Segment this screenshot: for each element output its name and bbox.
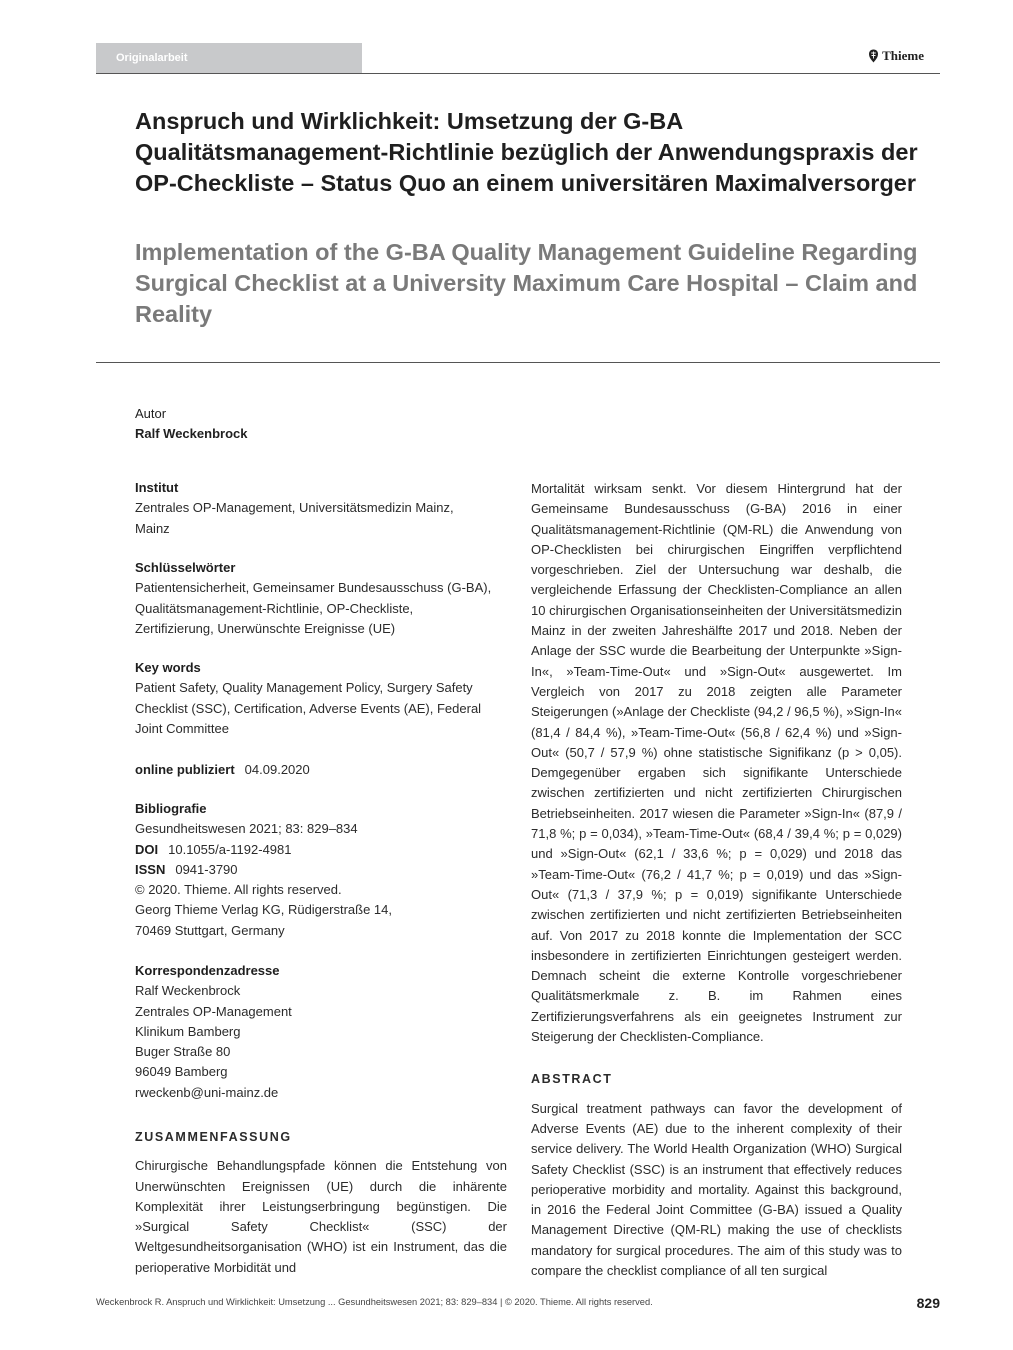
- publisher-logo: [868, 48, 924, 64]
- keywords-english-line: Joint Committee: [135, 720, 229, 736]
- institute-label: Institut: [135, 480, 179, 495]
- zusammenfassung-text-start: Chirurgische Behandlungspfade können die Entstehung von Unerwünschten Ereignissen (UE) durch die inhärente Komplexität ihrer Leistungserbringung begünstigen. Die »Surgical Safety Checklist« (SSC) der Weltgesundheitsorganisation (WHO) ist ein Instrument, das die perioperative Morbidität und: [135, 1158, 507, 1275]
- page-number: 829: [916, 1295, 940, 1311]
- keywords-english-block: [135, 658, 510, 739]
- bibliography-publisher-address: Georg Thieme Verlag KG, Rüdigerstraße 14,: [135, 902, 392, 918]
- bibliography-label: Bibliografie: [135, 801, 207, 816]
- zusammenfassung-text-continued: Mortalität wirksam senkt. Vor diesem Hintergrund hat der Gemeinsame Bundesausschuss (G-BA) 2016 in einer Qualitätsmanagement-Richtlinie (QM-RL) die Anwendung von OP-Checklisten bei chirurgischen Eingriffen verpflichtend vorgeschrieben. Ziel der Untersuchung war deshalb, die vergleichende Erfassung der Checklisten-Compliance an allen 10 chirurgischen Organisationseinheiten der Universitätsmedizin Mainz in der zweiten Jahreshälfte 2017 und 2018. Neben der Anlage der SSC wurde die Bearbeitung der Unterpunkte »Sign-In«, »Team-Time-Out« und »Sign-Out« ausgewertet. Im Vergleich von 2017 zu 2018 zeigten alle Parameter Steigerungen (»Anlage der Checkliste (94,2 / 96,5 %), »Sign-In« (81,4 / 84,4 %), »Team-Time-Out« (56,8 / 62,4 %) und »Sign-Out« (50,7 / 57,9 %) ohne statistische Signifikanz (p > 0,05). Demgegenüber ergaben sich signifikante Unterschiede zwischen zertifizierten und nicht zertifizierten Chirurgischen Betriebseinheiten. 2017 wiesen die Parameter »Sign-In« (87,9 / 71,8 %; p = 0,034), »Team-Time-Out« (68,4 / 39,4 %; p = 0,029) und »Sign-Out« (62,1 / 33,6 %; p = 0,029) und 2018 das »Team-Time-Out« (76,2 / 41,7 %; p = 0,019) und das »Sign-Out« (71,3 / 37,9 %; p = 0,019) signifikante Unterschiede zwischen zertifizierten und nicht zertifizierten Betriebseinheiten auf. Von 2017 zu 2018 konnte die Implementation der SCC insbesondere in zertifizierten Einrichtungen gesteigert werden. Demnach scheint die externe Kontrolle vorgeschriebener Qualitätsmerkmale z. B. im Rahmen eines Zertifizierungsverfahrens als ein geeignetes Instrument zur Steigerung der Checklisten-Compliance.: [531, 481, 902, 1045]
- title-german: Anspruch und Wirklichkeit: Umsetzung der G-BA Qualitätsmanagement-Richtlinie bezüglich der Anwendungspraxis der OP-Checkliste – Status Quo an einem universitären Maximalversorger: [135, 108, 918, 196]
- title-english: Implementation of the G-BA Quality Management Guideline Regarding Surgical Checklist at a University Maximum Care Hospital – Claim and Reality: [135, 239, 918, 327]
- keywords-german-line: Patientensicherheit, Gemeinsamer Bundesausschuss (G-BA),: [135, 580, 492, 596]
- keywords-english-line: Patient Safety, Quality Management Policy, Surgery Safety: [135, 680, 473, 696]
- zusammenfassung-block: [135, 1127, 507, 1278]
- bibliography-copyright: © 2020. Thieme. All rights reserved.: [135, 882, 342, 898]
- correspondence-line: Klinikum Bamberg: [135, 1023, 241, 1039]
- issn-value: 0941-3790: [175, 861, 238, 877]
- keywords-german-label: Schlüsselwörter: [135, 560, 236, 575]
- online-published-label: online publiziert: [135, 762, 235, 777]
- correspondence-line: Ralf Weckenbrock: [135, 983, 241, 999]
- keywords-german-line: Zertifizierung, Unerwünschte Ereignisse (UE): [135, 620, 396, 636]
- bibliography-block: [135, 799, 510, 941]
- online-published-block: [135, 760, 510, 780]
- correspondence-line: Zentrales OP-Management: [135, 1003, 292, 1019]
- institute-line: Zentrales OP-Management, Universitätsmedizin Mainz,: [135, 500, 454, 516]
- keywords-german-line: Qualitätsmanagement-Richtlinie, OP-Checkliste,: [135, 600, 414, 616]
- publisher-name: Thieme: [882, 48, 924, 63]
- author-name: Ralf Weckenbrock: [135, 426, 248, 442]
- bibliography-citation: Gesundheitswesen 2021; 83: 829–834: [135, 821, 358, 837]
- correspondence-line: 96049 Bamberg: [135, 1064, 228, 1080]
- title-divider: [96, 362, 940, 363]
- abstract-heading: ABSTRACT: [531, 1072, 613, 1087]
- bibliography-publisher-city: 70469 Stuttgart, Germany: [135, 922, 285, 938]
- correspondence-label: Korrespondenzadresse: [135, 963, 280, 978]
- zusammenfassung-heading: ZUSAMMENFASSUNG: [135, 1130, 292, 1144]
- author-block: [135, 404, 510, 445]
- keywords-english-label: Key words: [135, 660, 201, 675]
- issn-label: ISSN: [135, 861, 166, 877]
- correspondence-email[interactable]: rweckenb@uni-mainz.de: [135, 1084, 279, 1100]
- right-column: [531, 479, 902, 1281]
- header-divider: [96, 73, 940, 74]
- footer-citation: Weckenbrock R. Anspruch und Wirklichkeit: Umsetzung ... Gesundheitswesen 2021; 83: 829–834 | © 2020. Thieme. All rights reserved.: [96, 1297, 653, 1307]
- section-label: Originalarbeit: [96, 43, 362, 73]
- doi-value[interactable]: 10.1055/a-1192-4981: [168, 841, 292, 857]
- thieme-crest-icon: [868, 49, 879, 63]
- correspondence-line: Buger Straße 80: [135, 1044, 231, 1060]
- doi-label: DOI: [135, 841, 159, 857]
- abstract-text: Surgical treatment pathways can favor the development of Adverse Events (AE) due to the inherent complexity of their service delivery. The World Health Organization (WHO) Surgical Safety Checklist (SSC) is an instrument that effectively reduces perioperative morbidity and mortality. Against this background, in 2016 the Federal Joint Committee (G-BA) issued a Quality Management Directive (QM-RL) making the use of checklists mandatory for surgical procedures. The aim of this study was to compare the checklist compliance of all ten surgical: [531, 1100, 902, 1279]
- institute-line: Mainz: [135, 520, 170, 536]
- institute-block: [135, 478, 510, 539]
- author-label: Autor: [135, 406, 167, 421]
- keywords-english-line: Checklist (SSC), Certification, Adverse Events (AE), Federal: [135, 700, 482, 716]
- keywords-german-block: [135, 558, 510, 639]
- online-published-date: 04.09.2020: [244, 762, 310, 777]
- correspondence-block: [135, 961, 510, 1103]
